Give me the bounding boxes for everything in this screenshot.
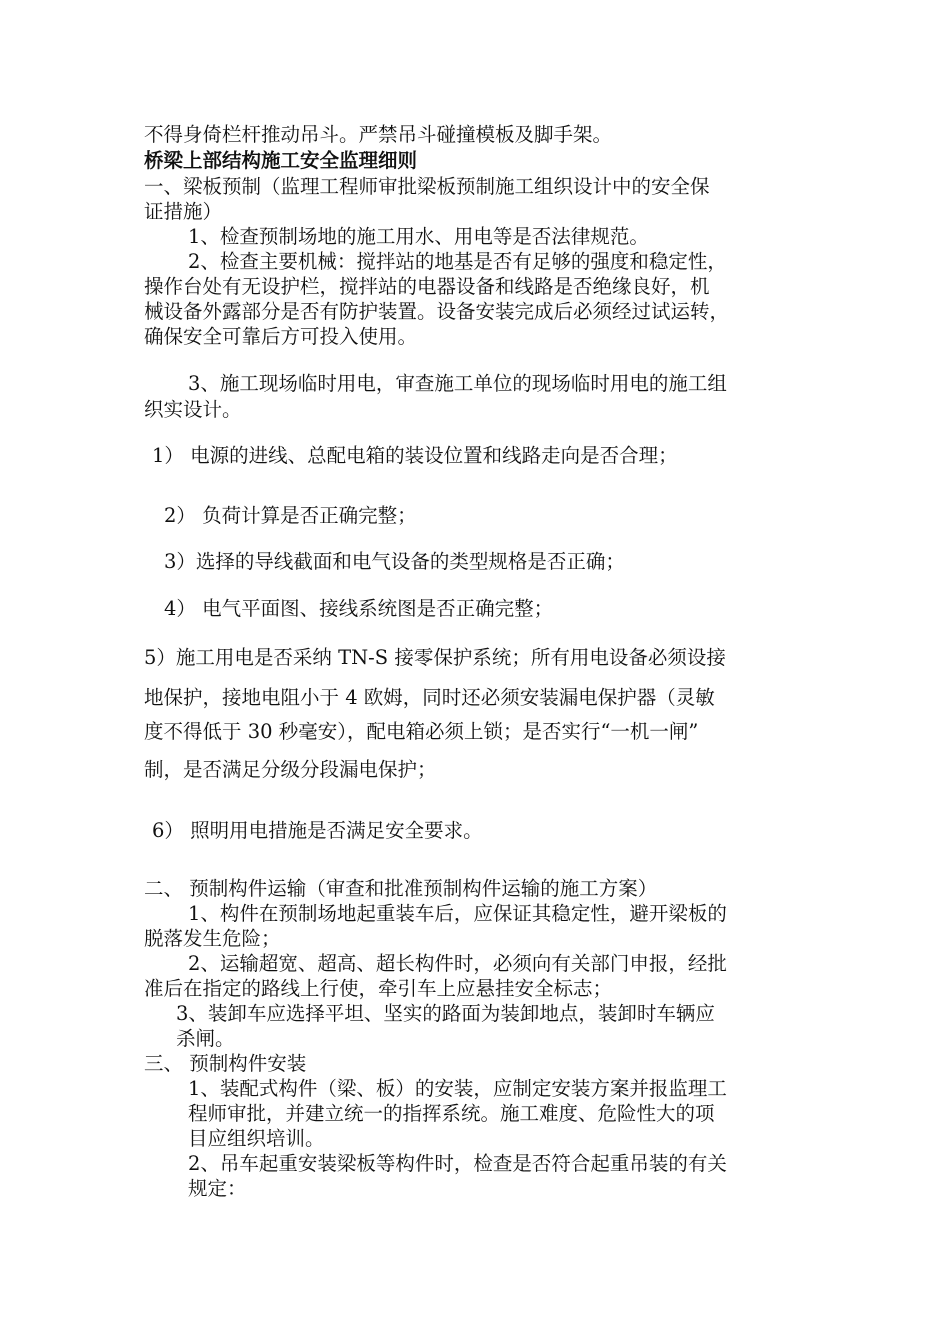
list-item: 1、检查预制场地的施工用水、用电等是否法律规范。 bbox=[188, 225, 649, 248]
sub-item: 1） 电源的进线、总配电箱的装设位置和线路走向是否合理； bbox=[152, 444, 678, 467]
sub-item: 3）选择的导线截面和电气设备的类型规格是否正确； bbox=[164, 550, 625, 573]
list-item: 3、装卸车应选择平坦、坚实的路面为装卸地点，装卸时车辆应 bbox=[176, 1002, 715, 1025]
text-line: 规定： bbox=[188, 1177, 247, 1200]
text-line: 杀闸。 bbox=[176, 1027, 235, 1050]
text-line: 确保安全可靠后方可投入使用。 bbox=[144, 325, 418, 348]
text-line: 地保护，接地电阻小于 4 欧姆，同时还必须安装漏电保护器（灵敏 bbox=[144, 686, 715, 709]
heading-2: 二、 预制构件运输（审查和批准预制构件运输的施工方案） bbox=[144, 877, 658, 900]
sub-item: 6） 照明用电措施是否满足安全要求。 bbox=[152, 819, 483, 842]
text-line: 织实设计。 bbox=[144, 398, 242, 421]
text-line: 脱落发生危险； bbox=[144, 927, 281, 950]
text-line: 操作台处有无设护栏，搅拌站的电器设备和线路是否绝缘良好，机 bbox=[144, 275, 710, 298]
text-line: 械设备外露部分是否有防护装置。设备安装完成后必须经过试运转， bbox=[144, 300, 730, 323]
text-line: 制，是否满足分级分段漏电保护； bbox=[144, 758, 437, 781]
text-line: 度不得低于 30 秒毫安），配电箱必须上锁；是否实行“一机一闸” bbox=[144, 720, 699, 743]
list-item: 2、吊车起重安装梁板等构件时，检查是否符合起重吊装的有关 bbox=[188, 1152, 727, 1175]
text-line: 程师审批，并建立统一的指挥系统。施工难度、危险性大的项 bbox=[188, 1102, 715, 1125]
text-line: 不得身倚栏杆推动吊斗。严禁吊斗碰撞模板及脚手架。 bbox=[144, 123, 613, 146]
text-line: 证措施） bbox=[144, 200, 223, 223]
list-item: 2、运输超宽、超高、超长构件时，必须向有关部门申报，经批 bbox=[188, 952, 727, 975]
heading-3: 三、 预制构件安装 bbox=[144, 1052, 307, 1075]
sub-item: 4） 电气平面图、接线系统图是否正确完整； bbox=[164, 597, 554, 620]
heading-1: 一、梁板预制（监理工程师审批梁板预制施工组织设计中的安全保 bbox=[144, 175, 710, 198]
list-item: 1、构件在预制场地起重装车后，应保证其稳定性，避开梁板的 bbox=[188, 902, 727, 925]
list-item: 3、施工现场临时用电，审查施工单位的现场临时用电的施工组 bbox=[188, 372, 727, 395]
text-line: 准后在指定的路线上行使，牵引车上应悬挂安全标志； bbox=[144, 977, 613, 1000]
sub-item: 2） 负荷计算是否正确完整； bbox=[164, 504, 417, 527]
list-item: 2、检查主要机械：搅拌站的地基是否有足够的强度和稳定性， bbox=[188, 250, 727, 273]
list-item: 1、装配式构件（梁、板）的安装，应制定安装方案并报监理工 bbox=[188, 1077, 727, 1100]
section-title: 桥梁上部结构施工安全监理细则 bbox=[144, 149, 418, 172]
sub-item: 5）施工用电是否采纳 TN-S 接零保护系统；所有用电设备必须设接 bbox=[144, 646, 726, 669]
text-line: 目应组织培训。 bbox=[188, 1127, 325, 1150]
